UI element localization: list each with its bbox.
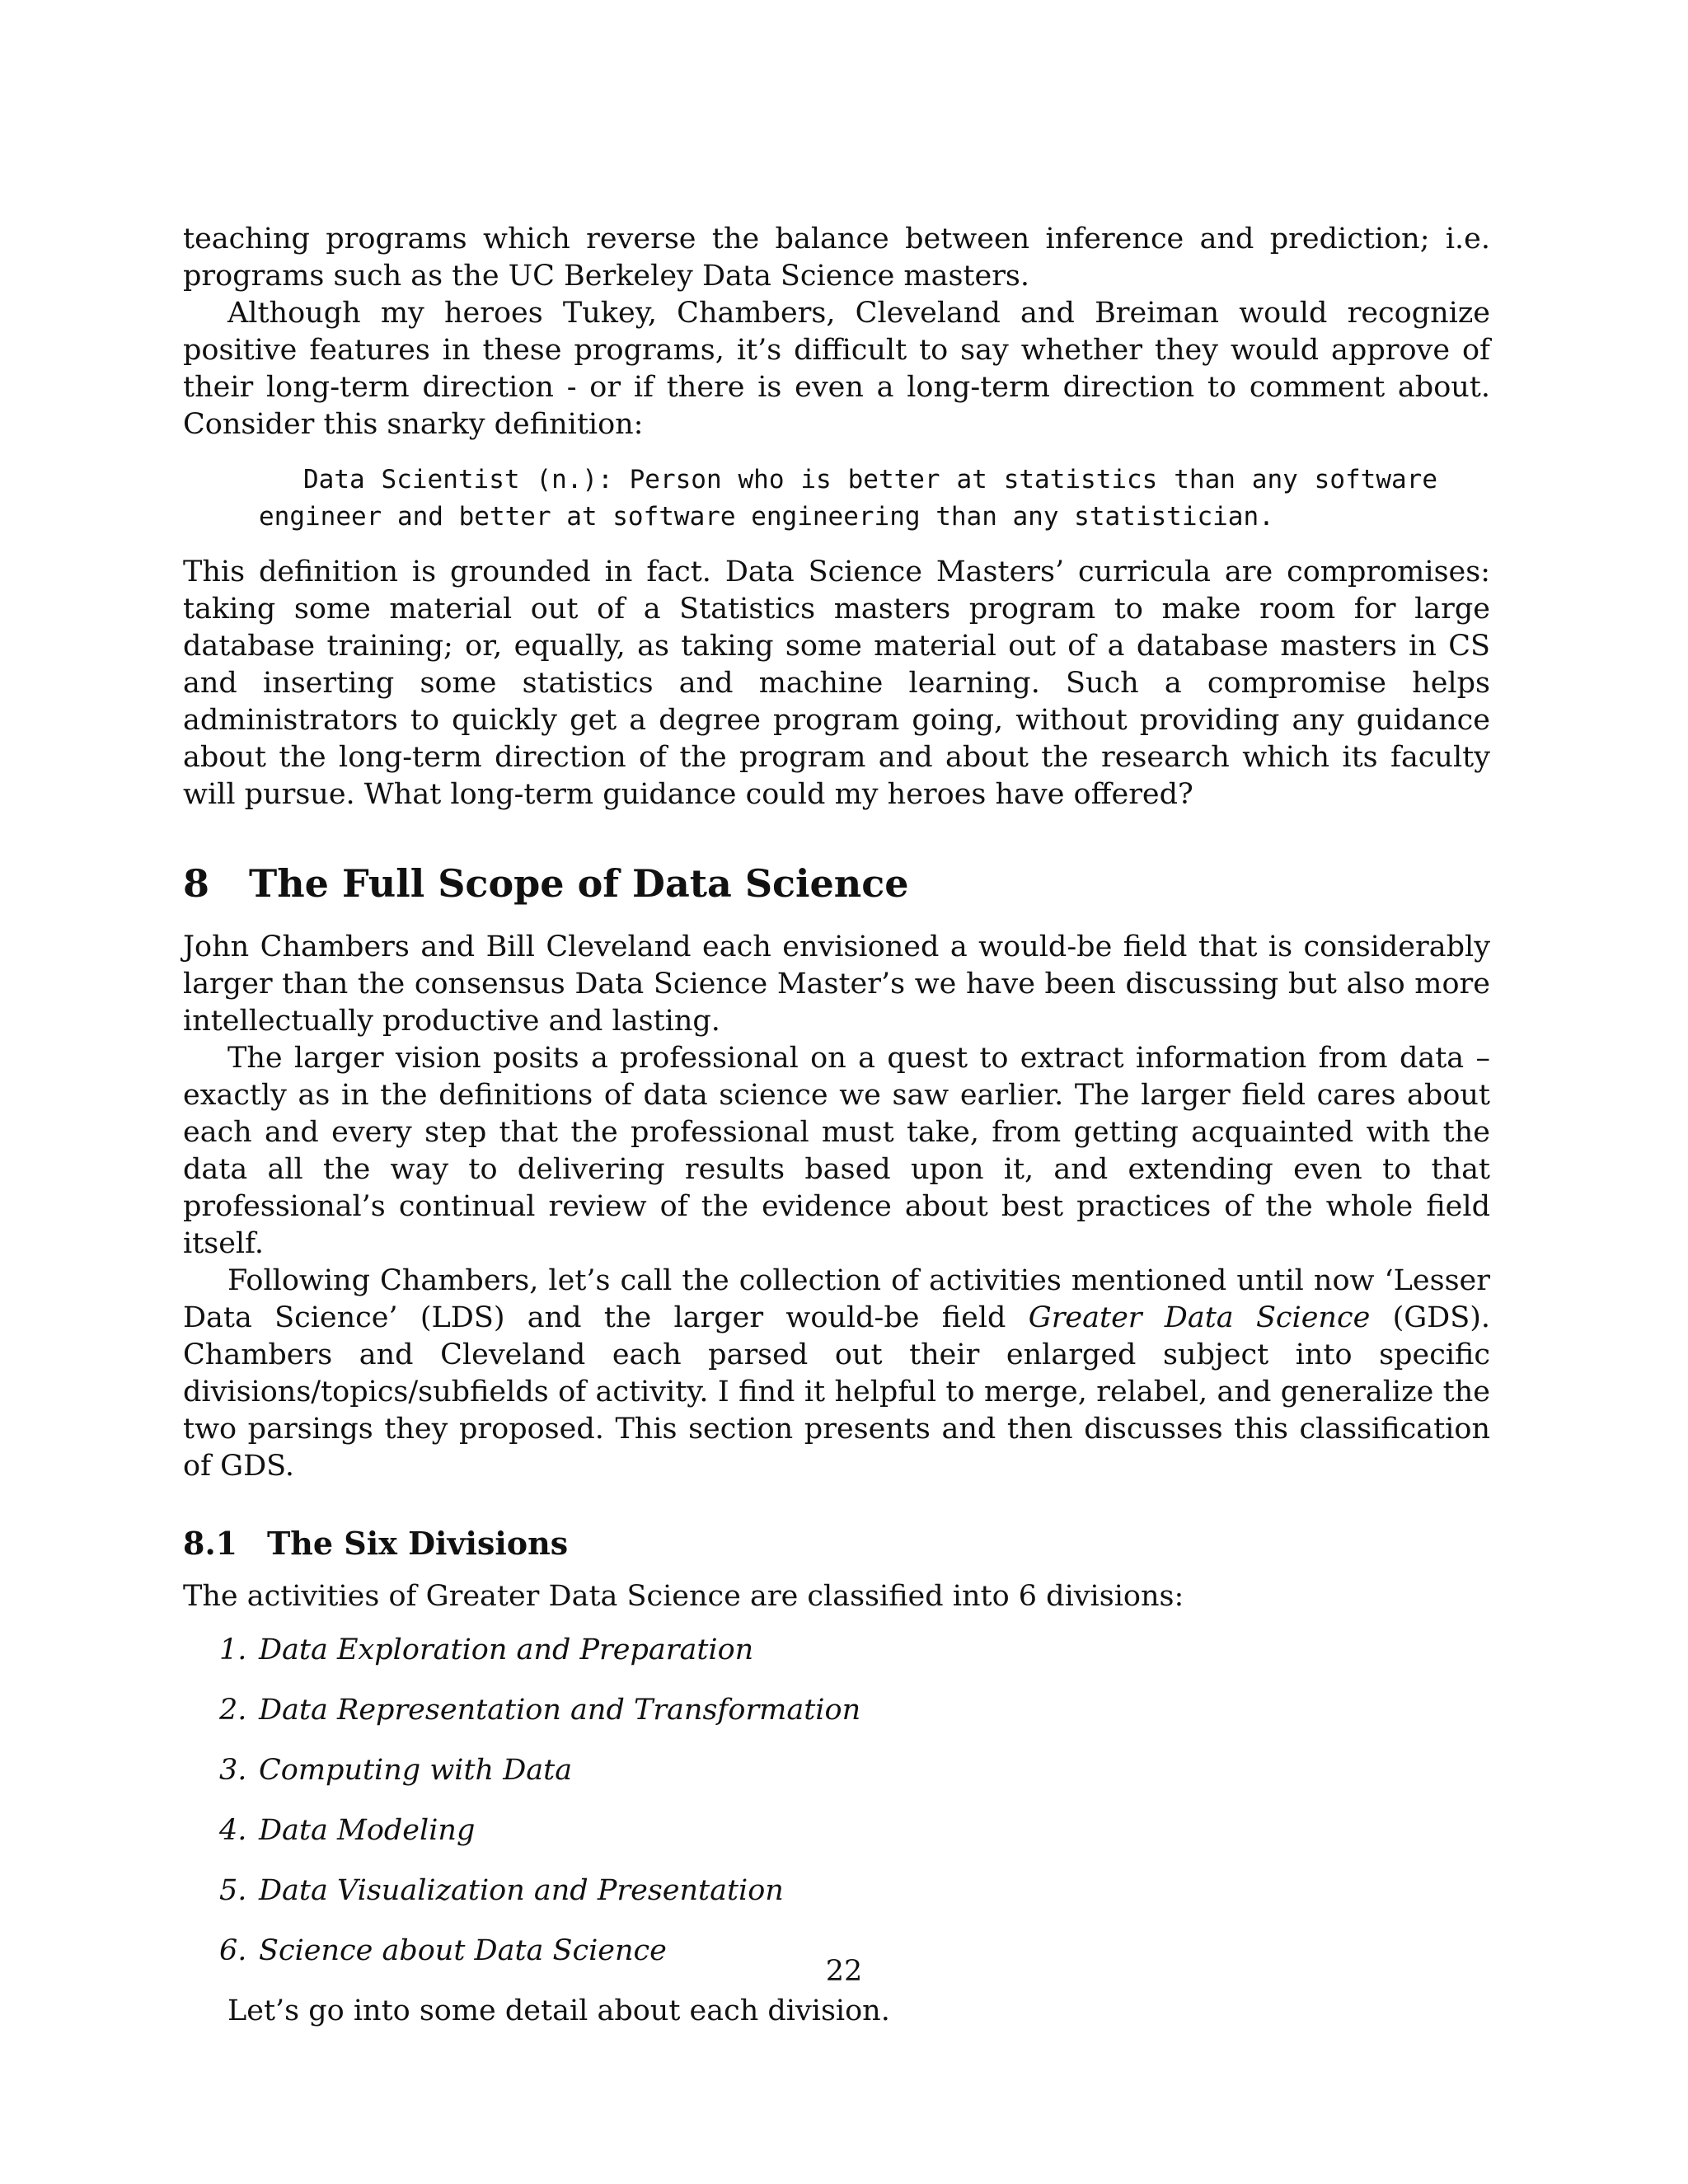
paragraph-definition-grounded: This definition is grounded in fact. Data Science Masters’ curricula are compromises: taking some material out of a Statistics masters program to make room for large database training; or, equally, as taking some material out of a database masters in CS and inserting some statistics and machine learning. Such a compromise helps administrators to quickly get a degree program going, without providing any guidance about the long-term direction of the program and about the research which its faculty will pursue. What long-term guidance could my heroes have offered? <box>183 555 1490 811</box>
list-item-number: 6. <box>219 1934 247 1967</box>
divisions-list <box>219 1632 1490 1970</box>
list-item-label: Computing with Data <box>259 1754 573 1787</box>
subsection-heading <box>183 1525 1490 1562</box>
page-content <box>183 221 1490 2030</box>
list-item-number: 4. <box>219 1814 247 1847</box>
paragraph-larger-vision: The larger vision posits a professional on a quest to extract information from data – exactly as in the definitions of data science we saw earlier. The larger field cares about each and every step that the professional must take, from getting acquainted with the data all the way to delivering results based upon it, and extending even to that professional’s continual review of the evidence about best practices of the whole field itself. <box>183 1042 1490 1260</box>
section-number: 8 <box>183 861 210 906</box>
list-item-number: 1. <box>219 1633 247 1666</box>
list-item-label: Science about Data Science <box>259 1934 667 1967</box>
list-item <box>219 1812 1490 1849</box>
paragraph-continuation: teaching programs which reverse the balance between inference and prediction; i.e. programs such as the UC Berkeley Data Science masters. <box>183 223 1490 293</box>
lds-gds-text-after: (GDS). Chambers and Cleveland each parsed out their enlarged subject into specific divisions/topics/subfields of activity. I find it helpful to merge, relabel, and generalize the two parsings they proposed. This section presents and then discusses this classification of GDS. <box>183 1301 1490 1483</box>
list-item <box>219 1692 1490 1729</box>
subsection-number: 8.1 <box>183 1525 238 1562</box>
list-item-number: 2. <box>219 1694 247 1727</box>
subsection-title: The Six Divisions <box>267 1525 569 1562</box>
paragraph-chambers-cleveland: John Chambers and Bill Cleveland each envisioned a would-be field that is considerably larger than the consensus Data Science Master’s we have been discussing but also more intellectually productive and lasting. <box>183 930 1490 1038</box>
page-number: 22 <box>825 1955 863 1988</box>
list-item-number: 5. <box>219 1874 247 1907</box>
paragraph-heroes: Although my heroes Tukey, Chambers, Cleveland and Breiman would recognize positive features in these programs, it’s difficult to say whether they would approve of their long-term direction - or if there is even a long-term direction to comment about. Consider this snarky definition: <box>183 297 1490 441</box>
list-item-label: Data Representation and Transformation <box>259 1694 861 1727</box>
list-item-label: Data Modeling <box>259 1814 476 1847</box>
lds-gds-text-before: Following Chambers, let’s call the collection of activities mentioned until now ‘Lesser Data Science’ (LDS) and the larger would-be field <box>183 1264 1490 1334</box>
greater-data-science-term: Greater Data Science <box>1028 1301 1371 1334</box>
list-item-label: Data Visualization and Presentation <box>259 1874 784 1907</box>
paragraph-lds-gds <box>183 1263 1490 1485</box>
list-item-label: Data Exploration and Preparation <box>259 1633 754 1666</box>
section-heading <box>183 861 1490 906</box>
divisions-intro: The activities of Greater Data Science are classified into 6 divisions: <box>183 1580 1184 1613</box>
section-title: The Full Scope of Data Science <box>249 861 909 906</box>
list-item <box>219 1632 1490 1669</box>
closing-sentence: Let’s go into some detail about each division. <box>227 1994 890 2027</box>
list-item <box>219 1872 1490 1910</box>
list-item <box>219 1752 1490 1789</box>
snarky-definition-quote: Data Scientist (n.): Person who is better at statistics than any software engineer and better at software engineering than any statistician. <box>259 465 1437 532</box>
list-item-number: 3. <box>219 1754 247 1787</box>
